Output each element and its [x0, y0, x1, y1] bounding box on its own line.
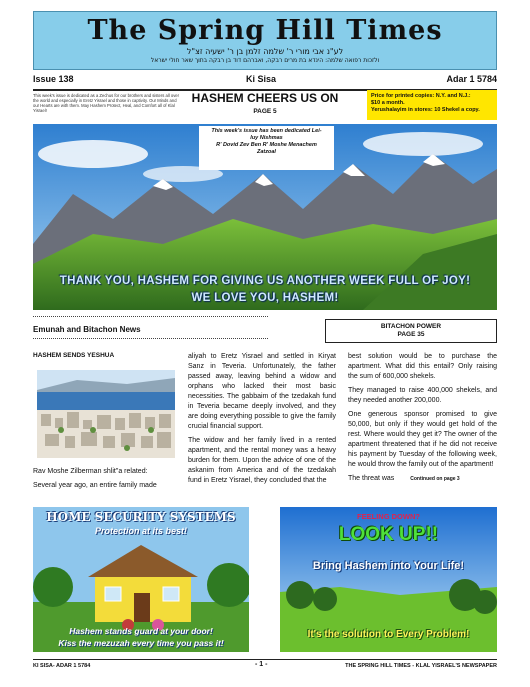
article-paragraph: aliyah to Eretz Yisrael and settled in Kiryat Sanz in Teveria. Unfortunately, the father passed away, leaving behind a widow and orphans who lacked their most basic necessities. The gabbaim of the tzedakah fund in Teveria became deeply involved, and they are doing everything possible to give the family crucial financial support.: [188, 353, 336, 430]
headline: [185, 91, 345, 115]
article-paragraph: Several year ago, an entire family made: [33, 482, 157, 489]
article-column-3: [348, 352, 497, 488]
article-text: The threat was: [348, 475, 395, 482]
dedication-note: This week's issue is dedicated as a Zechus for our brothers and sisters all over the world and especially in Eretz Yisrael and those in captivity. Our Minds and our Hearts are with them. May Hashem Protect, Heal, and Comfort all of Klal Yisrael!: [33, 93, 180, 113]
ad-top-text: FEELING DOWN?: [357, 512, 420, 521]
ad-subtitle: Protection at its best!: [94, 526, 187, 536]
divider: [33, 316, 268, 317]
ad-middle-text: Bring Hashem into Your Life!: [312, 560, 465, 572]
city-illustration: [37, 370, 175, 458]
issue-info-bar: [33, 71, 497, 91]
look-up-ad: [280, 507, 497, 652]
footer-right: THE SPRING HILL TIMES - KLAL YISRAEL'S NEWSPAPER: [345, 663, 497, 669]
article-paragraph: Rav Moshe Zilberman shlit"a related:: [33, 468, 148, 475]
divider: [33, 338, 268, 339]
bitachon-page: PAGE 35: [397, 331, 425, 338]
continued-link[interactable]: Continued on page 3: [410, 476, 460, 482]
dedication-line: Zatzoal: [257, 149, 276, 155]
city-photo: [37, 370, 175, 458]
headline-page: PAGE 5: [253, 108, 277, 115]
bitachon-power-box: [325, 319, 497, 343]
price-line: Yerushalayim in stores: 10 Shekel a copy.: [371, 107, 480, 113]
ad-bottom-text: It's the solution to Every Problem!: [307, 629, 470, 640]
article-column-2: [188, 352, 336, 490]
masthead: [33, 11, 497, 70]
hebrew-refuah-line: ולזכות רפואה שלמה: הינדא בת מרים רבקה, ואברהם דוד בן רבקה בתוך שאר חולי ישראל: [150, 57, 380, 64]
hero-caption-line: WE LOVE YOU, HASHEM!: [191, 292, 339, 304]
dedication-line: This week's issue has been dedicated Lei-: [211, 128, 322, 134]
bitachon-title: BITACHON POWER: [380, 323, 442, 330]
section-title: Emunah and Bitachon News: [33, 325, 141, 334]
page-number: - 1 -: [255, 661, 268, 668]
article-column-1: [33, 467, 178, 495]
hebrew-dedication-line: לע"נ אבי מורי ר' שלמה זלמן בן ר' ישעיה זצ"ל: [186, 47, 344, 56]
issue-number: Issue 138: [33, 74, 74, 84]
article-paragraph: One generous sponsor promised to give 50,000, but only if they would get hold of the rest. Where would they get it? The owner of the apartment threatened that if he did not receive his payment by Tuesday of the following week, he would throw the family out of the apartment!: [348, 411, 497, 468]
price-line: Price for printed copies: N.Y. and N.J.:: [371, 93, 471, 99]
article-paragraph: The widow and her family lived in a rented apartment, and the rental money was a heavy burden for them. Upon the advice of one of the askanim from America and of the tzedakah fund in Eretz Yisrael, they concluded that the: [188, 437, 336, 484]
issue-date: Adar 1 5784: [446, 74, 497, 84]
article-paragraph: They managed to raise 400,000 shekels, and they needed another 200,000.: [348, 387, 497, 404]
price-box: [367, 90, 497, 120]
price-line: $10 a month.: [371, 100, 405, 106]
ad-title: HOME SECURITY SYSTEMS: [46, 510, 236, 524]
newspaper-title: The Spring Hill Times: [87, 15, 443, 46]
dedication-line: R' Dovid Zev Ben R' Moshe Menachem: [216, 142, 317, 148]
page-footer: [33, 659, 497, 669]
article-paragraph: best solution would be to purchase the apartment. What did this entail? Only raising the sum of 600,000 shekels.: [348, 353, 497, 380]
ad-line: Kiss the mezuzah every time you pass it!: [58, 638, 224, 648]
article-paragraph: [348, 474, 497, 484]
parsha-name: Ki Sisa: [246, 74, 277, 84]
footer-left: KI SISA- ADAR 1 5784: [33, 663, 91, 669]
dedication-line: luy Nishmas: [250, 135, 283, 141]
home-security-ad: [33, 507, 249, 652]
ad-line: Hashem stands guard at your door!: [69, 626, 213, 636]
ad-headline: LOOK UP!!: [338, 524, 439, 545]
memorial-dedication-box: [199, 126, 334, 170]
hero-caption: [33, 273, 497, 307]
article-title: HASHEM SENDS YESHUA: [33, 352, 115, 359]
headline-main: HASHEM CHEERS US ON: [191, 91, 339, 105]
hero-caption-line: THANK YOU, HASHEM FOR GIVING US ANOTHER WEEK FULL OF JOY!: [59, 275, 471, 287]
